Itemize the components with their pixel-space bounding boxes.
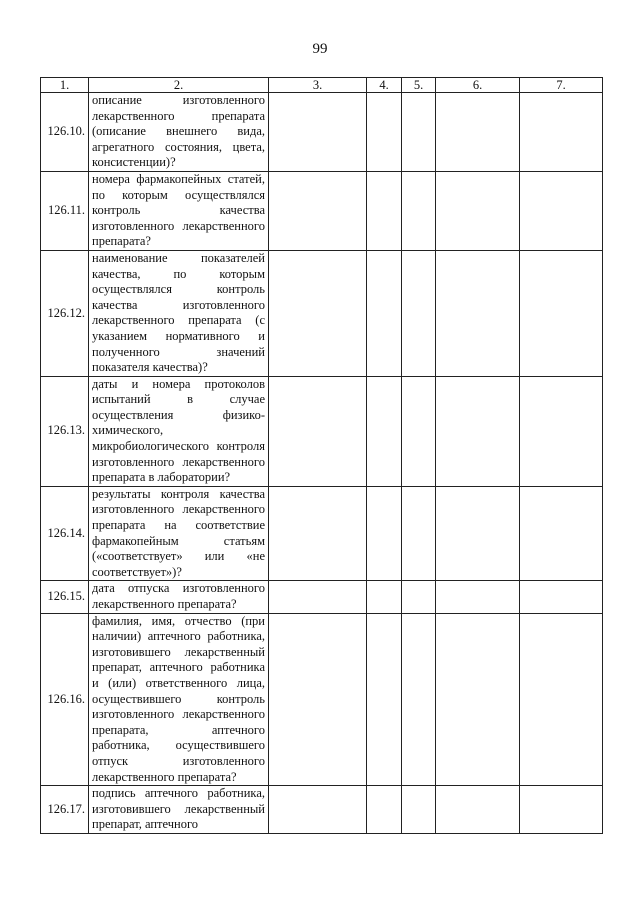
table-row — [41, 581, 603, 613]
empty-cell — [402, 93, 436, 172]
empty-cell — [367, 376, 402, 486]
empty-cell — [520, 486, 603, 581]
empty-cell — [367, 250, 402, 376]
row-number: 126.14. — [41, 486, 89, 581]
empty-cell — [436, 250, 520, 376]
empty-cell — [402, 613, 436, 786]
header-col-3: 3. — [269, 78, 367, 93]
checklist-table — [40, 77, 603, 834]
table-row — [41, 171, 603, 250]
question-text: дата отпуска изготовленного лекарственного препарата? — [89, 581, 269, 613]
empty-cell — [402, 486, 436, 581]
row-number: 126.13. — [41, 376, 89, 486]
empty-cell — [269, 486, 367, 581]
empty-cell — [367, 613, 402, 786]
header-col-2: 2. — [89, 78, 269, 93]
empty-cell — [269, 376, 367, 486]
empty-cell — [436, 171, 520, 250]
row-number: 126.11. — [41, 171, 89, 250]
question-text: номера фармакопейных статей, по которым осуществлялся контроль качества изготовленного лекарственного препарата? — [89, 171, 269, 250]
row-number: 126.17. — [41, 786, 89, 834]
empty-cell — [367, 171, 402, 250]
empty-cell — [436, 93, 520, 172]
table-row — [41, 93, 603, 172]
empty-cell — [436, 376, 520, 486]
empty-cell — [436, 613, 520, 786]
empty-cell — [269, 581, 367, 613]
empty-cell — [520, 250, 603, 376]
empty-cell — [402, 376, 436, 486]
empty-cell — [436, 581, 520, 613]
empty-cell — [520, 581, 603, 613]
header-col-4: 4. — [367, 78, 402, 93]
row-number: 126.16. — [41, 613, 89, 786]
empty-cell — [269, 613, 367, 786]
table-row — [41, 613, 603, 786]
empty-cell — [367, 93, 402, 172]
page-number: 99 — [312, 41, 328, 57]
question-text: фамилия, имя, отчество (при наличии) аптечного работника, изготовившего лекарственный препарат, аптечного работника и (или) ответственного лица, осуществившего контроль изготовленного лекарственного препарата, аптечного работника, осуществившего отпуск изготовленного лекарственного препарата? — [89, 613, 269, 786]
empty-cell — [520, 786, 603, 834]
question-text: описание изготовленного лекарственного препарата (описание внешнего вида, агрегатного состояния, цвета, консистенции)? — [89, 93, 269, 172]
empty-cell — [269, 171, 367, 250]
table-row — [41, 786, 603, 834]
empty-cell — [520, 171, 603, 250]
question-text: результаты контроля качества изготовленного лекарственного препарата на соответствие фармакопейным статьям («соответствует» или «не соответствует»)? — [89, 486, 269, 581]
question-text: наименование показателей качества, по которым осуществлялся контроль качества изготовленного лекарственного препарата (с указанием нормативного и полученного значений показателя качества)? — [89, 250, 269, 376]
table-row — [41, 250, 603, 376]
empty-cell — [520, 613, 603, 786]
question-text: подпись аптечного работника, изготовившего лекарственный препарат, аптечного — [89, 786, 269, 834]
header-col-6: 6. — [436, 78, 520, 93]
empty-cell — [402, 581, 436, 613]
header-row — [41, 78, 603, 93]
row-number: 126.12. — [41, 250, 89, 376]
empty-cell — [520, 376, 603, 486]
empty-cell — [436, 486, 520, 581]
header-col-5: 5. — [402, 78, 436, 93]
empty-cell — [402, 250, 436, 376]
header-col-7: 7. — [520, 78, 603, 93]
empty-cell — [367, 786, 402, 834]
row-number: 126.10. — [41, 93, 89, 172]
table-row — [41, 486, 603, 581]
empty-cell — [402, 786, 436, 834]
header-col-1: 1. — [41, 78, 89, 93]
empty-cell — [367, 486, 402, 581]
table-row — [41, 376, 603, 486]
question-text: даты и номера протоколов испытаний в случае осуществления физико-химического, микробиологического контроля изготовленного лекарственного препарата в лаборатории? — [89, 376, 269, 486]
empty-cell — [367, 581, 402, 613]
empty-cell — [520, 93, 603, 172]
empty-cell — [269, 93, 367, 172]
row-number: 126.15. — [41, 581, 89, 613]
empty-cell — [269, 250, 367, 376]
empty-cell — [402, 171, 436, 250]
empty-cell — [269, 786, 367, 834]
empty-cell — [436, 786, 520, 834]
